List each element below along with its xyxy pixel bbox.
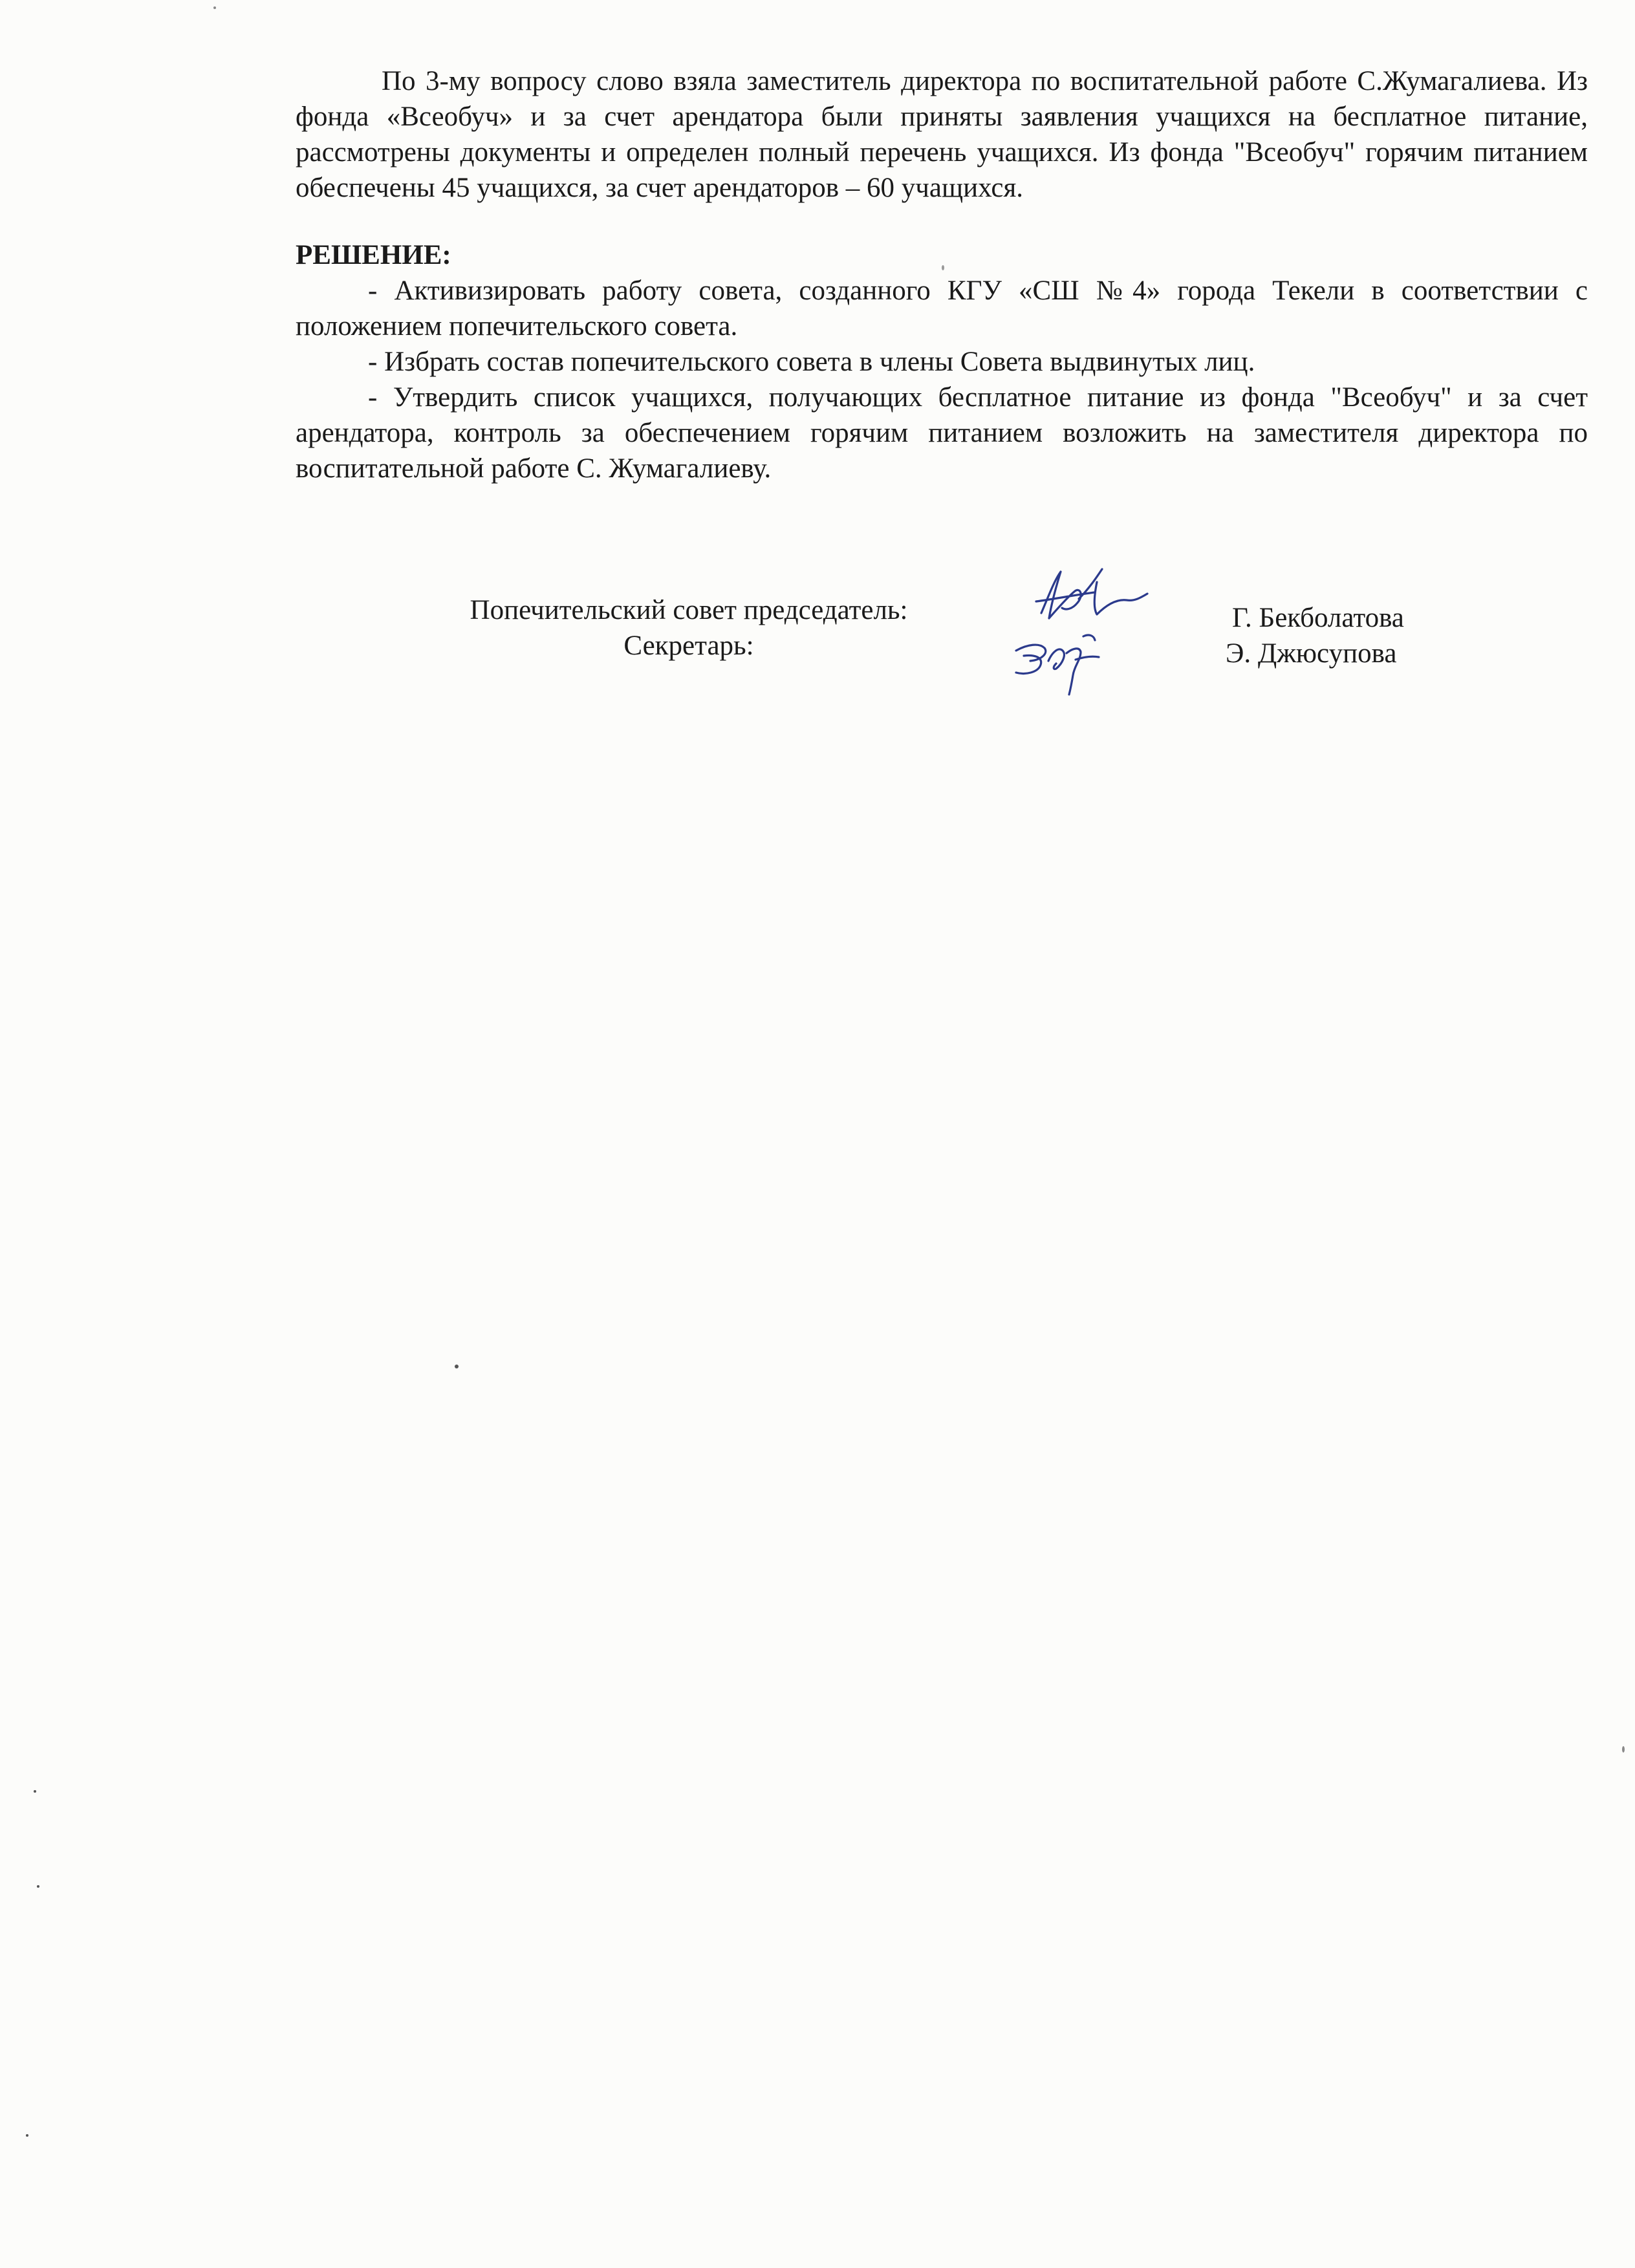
scan-speck (213, 6, 216, 9)
paragraph-question-3 (296, 63, 1588, 206)
paragraph-text: По 3-му вопросу слово взяла заместитель директора по воспитательной работе С.Жумагалиева. Из фонда «Всеобуч» и за счет арендатора были приняты заявления учащихся на бесплатное питание, рассмотрены документы и определен полный перечень учащихся. Из фонда "Всеобуч" горячим питанием обеспечены 45 учащихся, за счет арендаторов – 60 учащихся. (296, 66, 1588, 203)
secretary-name: Э. Джюсупова (1226, 638, 1397, 669)
decision-item: - Утвердить список учащихся, получающих бесплатное питание из фонда "Всеобуч" и за счет арендатора, контроль за обеспечением горячим питанием возложить на заместителя директора по воспитательной работе С. Жумагалиеву. (296, 382, 1588, 484)
scan-speck (1622, 1746, 1625, 1753)
scan-speck (34, 1790, 36, 1793)
decision-item: - Избрать состав попечительского совета в члены Совета выдвинутых лиц. (368, 347, 1255, 377)
chair-role-label: Попечительский совет председатель: (470, 595, 908, 625)
secretary-signature (1011, 627, 1108, 698)
signature-block (0, 589, 1635, 718)
chair-signature (1030, 563, 1153, 627)
scan-speck (26, 2134, 28, 2137)
secretary-role-label: Секретарь: (623, 631, 754, 661)
decision-item: - Активизировать работу совета, созданного КГУ «СШ №4» города Текели в соответствии с положением попечительского совета. (296, 275, 1588, 341)
scan-speck (37, 1885, 39, 1888)
decision-list (296, 273, 1588, 486)
chair-name: Г. Бекболатова (1232, 603, 1404, 633)
decision-heading: РЕШЕНИЕ: (296, 240, 451, 270)
scan-speck (455, 1365, 459, 1368)
scan-speck (942, 265, 944, 270)
